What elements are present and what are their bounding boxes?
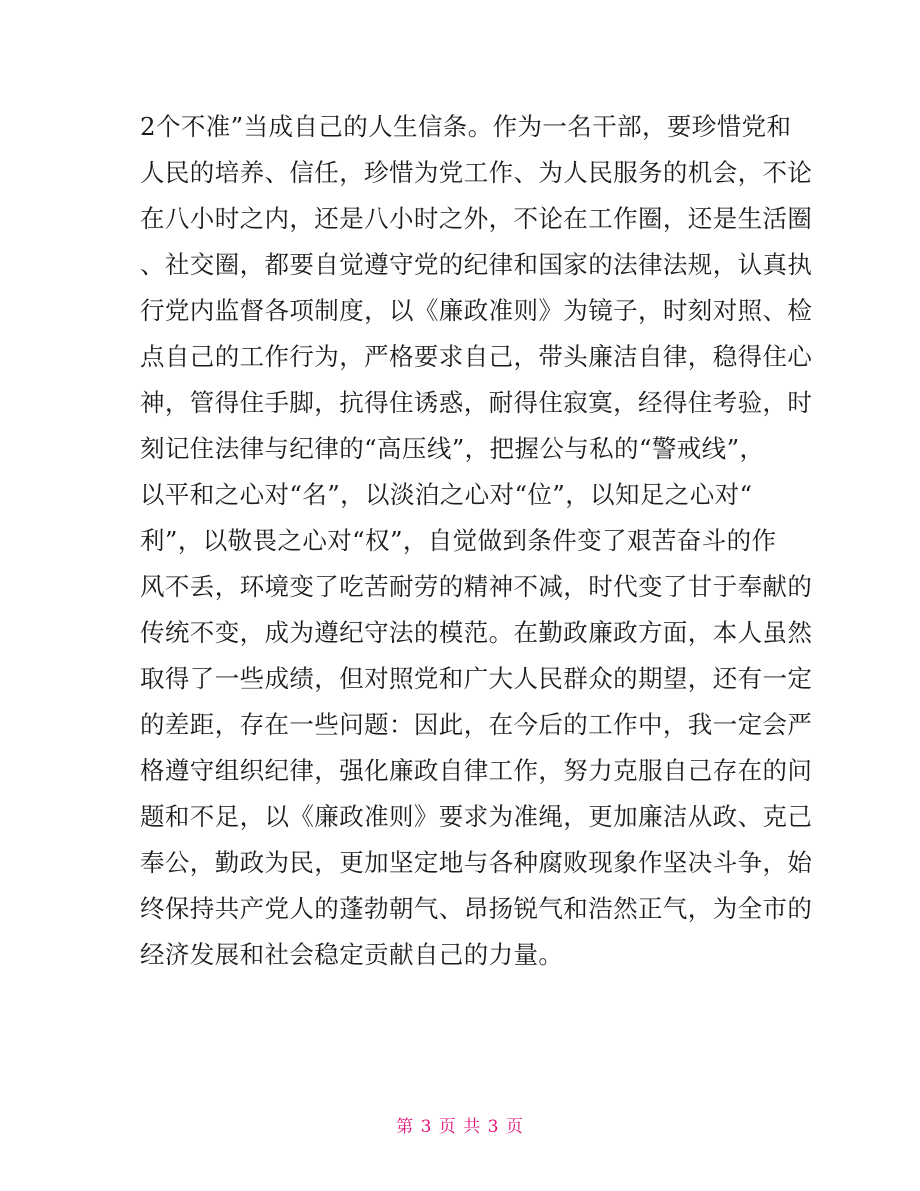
text-line: 在八小时之内，还是八小时之外，不论在工作圈，还是生活圈: [140, 204, 813, 233]
text-line: 题和不足，以《廉政准则》要求为准绳，更加廉洁从政、克己: [140, 802, 813, 831]
page-number-footer: 第 3 页 共 3 页: [396, 1117, 524, 1137]
text-line: 2个不准”当成自己的人生信条。作为一名干部，要珍惜党和: [140, 112, 792, 141]
text-line: 经济发展和社会稳定贡献自己的力量。: [140, 940, 564, 969]
text-line: 行党内监督各项制度，以《廉政准则》为镜子，时刻对照、检: [140, 296, 813, 325]
text-line: 风不丢，环境变了吃苦耐劳的精神不减，时代变了甘于奉献的: [140, 572, 813, 601]
body-text: [140, 104, 813, 978]
text-line: 终保持共产党人的蓬勃朝气、昂扬锐气和浩然正气，为全市的: [140, 894, 813, 923]
text-line: 利”，以敬畏之心对“权”，自觉做到条件变了艰苦奋斗的作: [140, 526, 777, 555]
text-line: 神，管得住手脚，抗得住诱惑，耐得住寂寞，经得住考验，时: [140, 388, 813, 417]
text-line: 、社交圈，都要自觉遵守党的纪律和国家的法律法规，认真执: [140, 250, 813, 279]
text-line: 点自己的工作行为，严格要求自己，带头廉洁自律，稳得住心: [140, 342, 813, 371]
text-line: 传统不变，成为遵纪守法的模范。在勤政廉政方面，本人虽然: [140, 618, 813, 647]
text-line: 人民的培养、信任，珍惜为党工作、为人民服务的机会，不论: [140, 158, 813, 187]
text-line: 以平和之心对“名”，以淡泊之心对“位”，以知足之心对“: [140, 480, 753, 509]
text-line: 奉公，勤政为民，更加坚定地与各种腐败现象作坚决斗争，始: [140, 848, 813, 877]
text-line: 格遵守组织纪律，强化廉政自律工作，努力克服自己存在的问: [140, 756, 813, 785]
text-line: 取得了一些成绩，但对照党和广大人民群众的期望，还有一定: [140, 664, 813, 693]
text-line: 的差距，存在一些问题：因此，在今后的工作中，我一定会严: [140, 710, 813, 739]
text-line: 刻记住法律与纪律的“高压线”，把握公与私的“警戒线”，: [140, 434, 765, 463]
